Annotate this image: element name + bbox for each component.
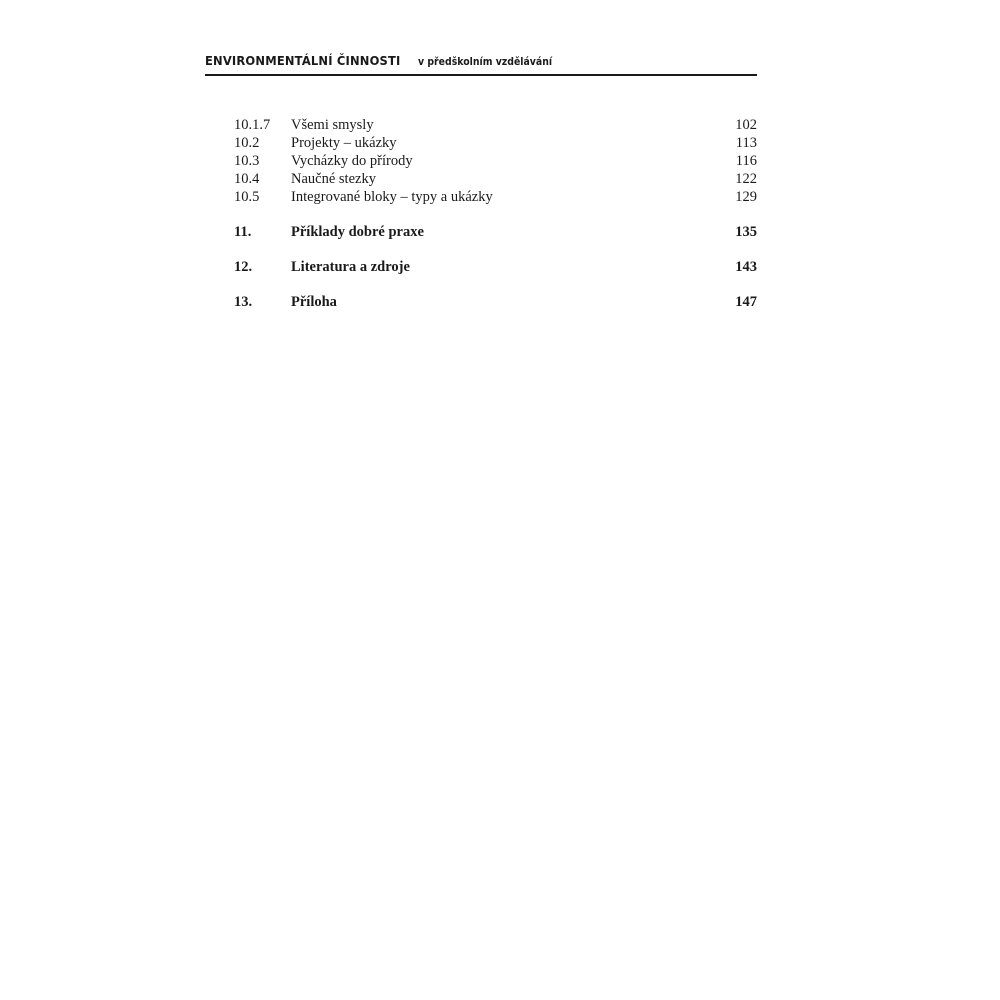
running-header-title: ENVIRONMENTÁLNÍ ČINNOSTI [205,53,401,68]
toc-chapter-title: Příklady dobré praxe [291,224,424,240]
toc-entry [234,134,757,152]
toc-entry [234,116,757,134]
toc-entry [234,170,757,188]
toc-entry-title: Všemi smysly [291,117,374,133]
toc-entry-number: 10.3 [234,153,260,169]
toc-entry-number: 10.1.7 [234,117,271,133]
table-of-contents [234,116,757,311]
toc-entry-title: Vycházky do přírody [291,153,413,169]
toc-chapter-title: Příloha [291,294,337,310]
toc-chapter-page: 147 [735,294,757,310]
toc-chapter-entry [234,258,757,276]
toc-entry-number: 10.4 [234,171,260,187]
toc-entry-title: Integrované bloky – typy a ukázky [291,189,493,205]
toc-entry-number: 10.2 [234,135,260,151]
toc-chapter-entry [234,223,757,241]
toc-entry-title: Naučné stezky [291,171,376,187]
toc-chapter-number: 13. [234,294,253,310]
toc-chapter-number: 11. [234,224,252,240]
toc-entry-page: 129 [735,189,757,205]
toc-chapter-title: Literatura a zdroje [291,259,410,275]
toc-entry-number: 10.5 [234,189,260,205]
toc-entry-page: 116 [735,153,757,169]
toc-entry-title: Projekty – ukázky [291,135,397,151]
toc-entry-page: 122 [735,171,757,187]
toc-entry-page: 113 [735,135,757,151]
toc-chapter-page: 135 [735,224,757,240]
running-header-subtitle: v předškolním vzdělávání [417,55,552,68]
toc-chapter-page: 143 [735,259,757,275]
toc-chapter-number: 12. [234,259,253,275]
toc-entry-page: 102 [735,117,757,133]
toc-entry [234,152,757,170]
toc-entry [234,188,757,206]
toc-chapter-entry [234,293,757,311]
running-header [205,52,757,76]
